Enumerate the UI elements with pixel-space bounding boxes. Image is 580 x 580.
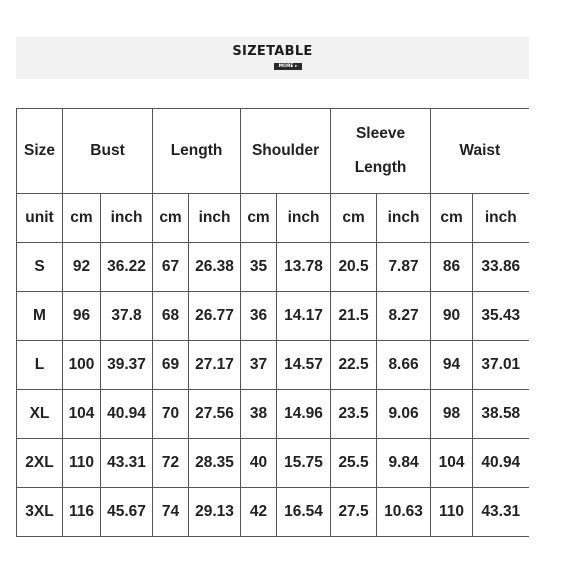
measurement-cell: 40	[241, 439, 277, 488]
measurement-cell: 16.54	[277, 488, 331, 537]
header-size: Size	[17, 109, 63, 194]
size-cell: M	[17, 292, 63, 341]
size-table-banner	[16, 37, 529, 79]
measurement-cell: 36.22	[101, 243, 153, 292]
measurement-cell: 40.94	[101, 390, 153, 439]
measurement-cell: 39.37	[101, 341, 153, 390]
measurement-cell: 104	[63, 390, 101, 439]
measurement-cell: 13.78	[277, 243, 331, 292]
measurement-cell: 69	[153, 341, 189, 390]
measurement-cell: 27.56	[189, 390, 241, 439]
size-cell: 3XL	[17, 488, 63, 537]
measurement-cell: 90	[431, 292, 473, 341]
measurement-cell: 37.8	[101, 292, 153, 341]
size-cell: L	[17, 341, 63, 390]
measurement-cell: 8.66	[377, 341, 431, 390]
unit-cell: inch	[189, 194, 241, 243]
measurement-cell: 38.58	[473, 390, 529, 439]
measurement-cell: 37	[241, 341, 277, 390]
measurement-cell: 68	[153, 292, 189, 341]
table-unit-row	[17, 194, 529, 243]
unit-cell: cm	[63, 194, 101, 243]
header-shoulder: Shoulder	[241, 109, 331, 194]
measurement-cell: 9.84	[377, 439, 431, 488]
measurement-cell: 26.77	[189, 292, 241, 341]
table-row	[17, 341, 529, 390]
unit-cell: cm	[331, 194, 377, 243]
measurement-cell: 36	[241, 292, 277, 341]
measurement-cell: 27.5	[331, 488, 377, 537]
size-cell: XL	[17, 390, 63, 439]
size-cell: S	[17, 243, 63, 292]
measurement-cell: 116	[63, 488, 101, 537]
measurement-cell: 100	[63, 341, 101, 390]
measurement-cell: 28.35	[189, 439, 241, 488]
table-row	[17, 292, 529, 341]
measurement-cell: 92	[63, 243, 101, 292]
measurement-cell: 70	[153, 390, 189, 439]
header-waist: Waist	[431, 109, 529, 194]
measurement-cell: 26.38	[189, 243, 241, 292]
measurement-cell: 110	[431, 488, 473, 537]
measurement-cell: 20.5	[331, 243, 377, 292]
measurement-cell: 67	[153, 243, 189, 292]
unit-cell: cm	[431, 194, 473, 243]
measurement-cell: 35.43	[473, 292, 529, 341]
measurement-cell: 37.01	[473, 341, 529, 390]
banner-title: SIZETABLE	[232, 44, 313, 59]
unit-cell: inch	[473, 194, 529, 243]
measurement-cell: 104	[431, 439, 473, 488]
unit-cell: inch	[277, 194, 331, 243]
table-row	[17, 488, 529, 537]
size-cell: 2XL	[17, 439, 63, 488]
measurement-cell: 23.5	[331, 390, 377, 439]
measurement-cell: 8.27	[377, 292, 431, 341]
unit-cell: cm	[153, 194, 189, 243]
more-button[interactable]: MORE ▸	[274, 63, 302, 70]
header-length: Length	[153, 109, 241, 194]
table-header-row	[17, 109, 529, 194]
measurement-cell: 10.63	[377, 488, 431, 537]
measurement-cell: 33.86	[473, 243, 529, 292]
measurement-cell: 9.06	[377, 390, 431, 439]
measurement-cell: 40.94	[473, 439, 529, 488]
measurement-cell: 45.67	[101, 488, 153, 537]
measurement-cell: 38	[241, 390, 277, 439]
measurement-cell: 27.17	[189, 341, 241, 390]
table-row	[17, 243, 529, 292]
measurement-cell: 35	[241, 243, 277, 292]
measurement-cell: 96	[63, 292, 101, 341]
measurement-cell: 29.13	[189, 488, 241, 537]
size-chart-table	[16, 108, 529, 537]
measurement-cell: 21.5	[331, 292, 377, 341]
measurement-cell: 22.5	[331, 341, 377, 390]
measurement-cell: 72	[153, 439, 189, 488]
unit-cell: inch	[101, 194, 153, 243]
measurement-cell: 42	[241, 488, 277, 537]
measurement-cell: 7.87	[377, 243, 431, 292]
measurement-cell: 14.57	[277, 341, 331, 390]
measurement-cell: 25.5	[331, 439, 377, 488]
measurement-cell: 15.75	[277, 439, 331, 488]
measurement-cell: 94	[431, 341, 473, 390]
measurement-cell: 43.31	[101, 439, 153, 488]
unit-cell: inch	[377, 194, 431, 243]
table-row	[17, 390, 529, 439]
measurement-cell: 98	[431, 390, 473, 439]
measurement-cell: 14.96	[277, 390, 331, 439]
unit-label: unit	[17, 194, 63, 243]
unit-cell: cm	[241, 194, 277, 243]
measurement-cell: 43.31	[473, 488, 529, 537]
measurement-cell: 14.17	[277, 292, 331, 341]
measurement-cell: 86	[431, 243, 473, 292]
table-row	[17, 439, 529, 488]
header-sleeve-length: Sleeve Length	[331, 109, 431, 194]
measurement-cell: 74	[153, 488, 189, 537]
header-bust: Bust	[63, 109, 153, 194]
measurement-cell: 110	[63, 439, 101, 488]
